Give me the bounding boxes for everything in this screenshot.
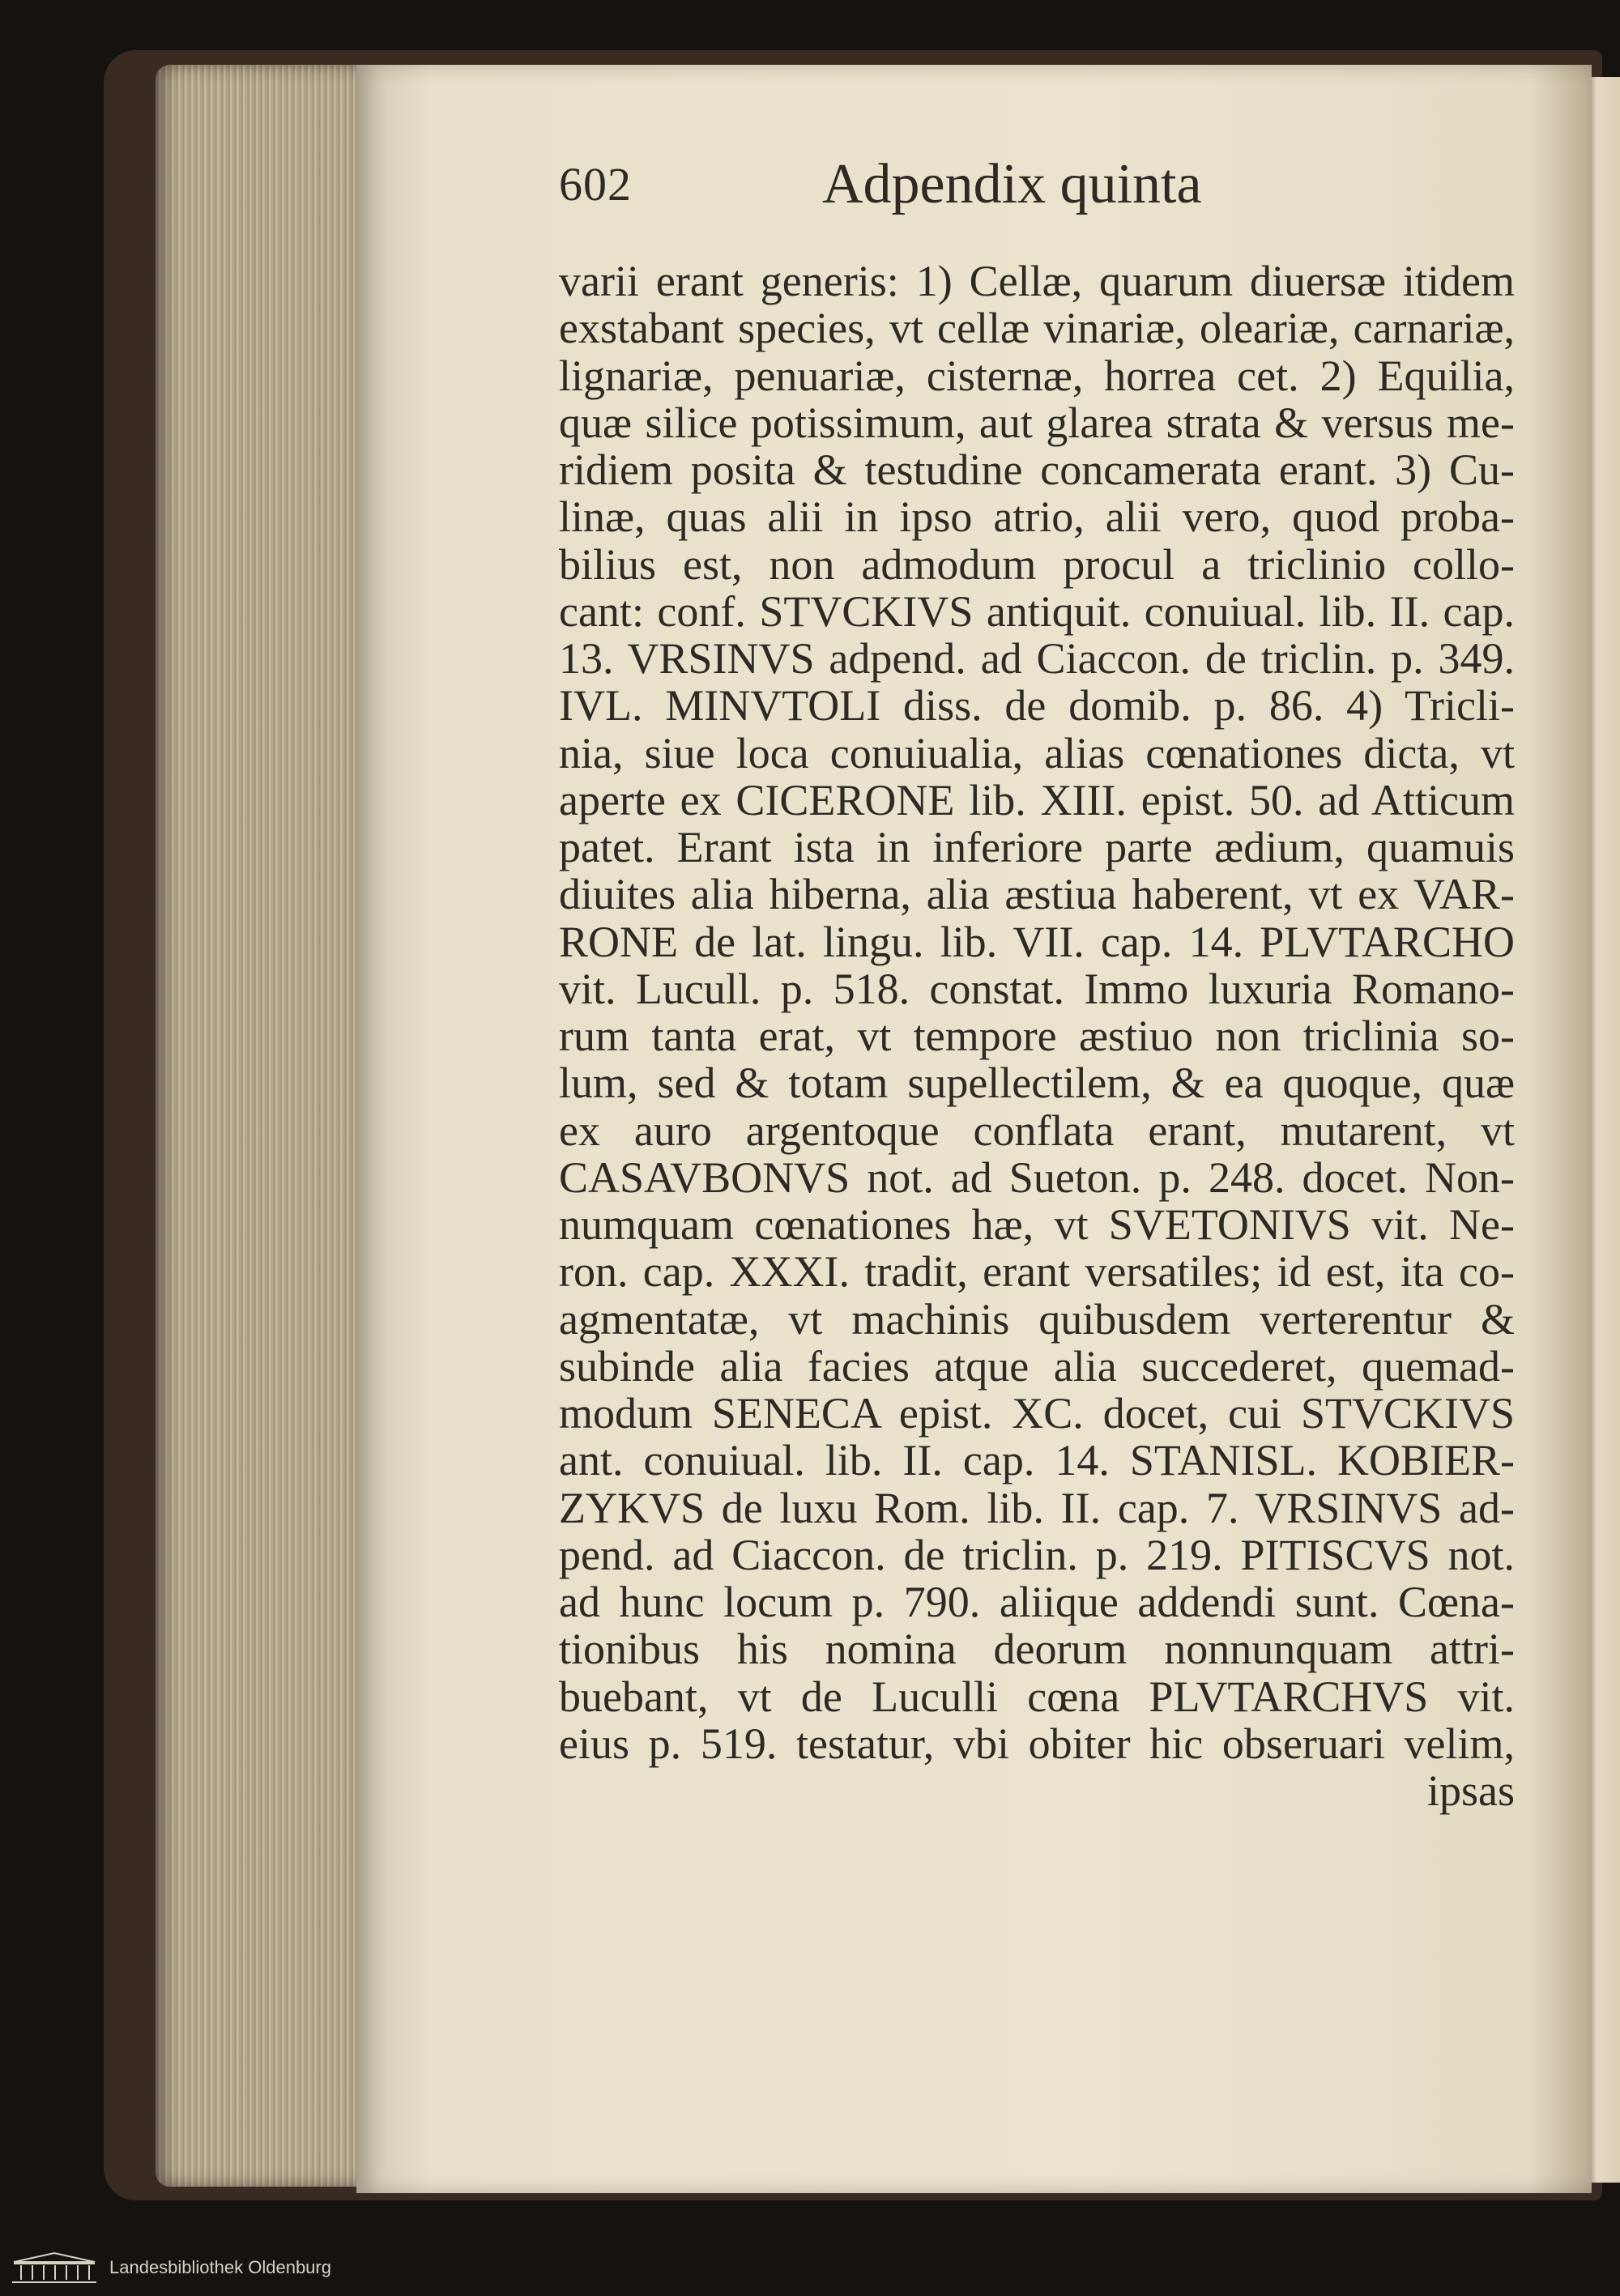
text-line: quæ silice potissimum, aut glarea strata & versus me- — [559, 398, 1515, 447]
text-line: 13. VRSINVS adpend. ad Ciaccon. de triclin. p. 349. — [559, 634, 1515, 683]
text-line: tionibus his nomina deorum nonnunquam attri- — [559, 1625, 1515, 1674]
text-line: eius p. 519. testatur, vbi obiter hic obseruari velim, — [559, 1719, 1515, 1768]
text-line: ridiem posita & testudine concamerata erant. 3) Cu- — [559, 445, 1515, 494]
page-header — [559, 152, 1531, 225]
library-building-icon — [10, 2251, 99, 2285]
text-line: buebant, vt de Luculli cœna PLVTARCHVS vit. — [559, 1672, 1515, 1721]
text-line: lignariæ, penuariæ, cisternæ, horrea cet. 2) Equilia, — [559, 351, 1515, 400]
text-line: CASAVBONVS not. ad Sueton. p. 248. docet. Non- — [559, 1152, 1515, 1202]
text-line: aperte ex CICERONE lib. XIII. epist. 50. ad Atticum — [559, 775, 1515, 824]
text-line: exstabant species, vt cellæ vinariæ, oleariæ, carnariæ, — [559, 304, 1515, 353]
text-line: ron. cap. XXXI. tradit, erant versatiles; id est, ita co- — [559, 1247, 1515, 1297]
text-line: modum SENECA epist. XC. docet, cui STVCKIVS — [559, 1389, 1515, 1438]
text-line: subinde alia facies atque alia succederet, quemad- — [559, 1341, 1515, 1391]
text-line: vit. Lucull. p. 518. constat. Immo luxuria Romano- — [559, 964, 1515, 1013]
text-line: RONE de lat. lingu. lib. VII. cap. 14. PLVTARCHO — [559, 917, 1515, 966]
text-line: linæ, quas alii in ipso atrio, alii vero, quod proba- — [559, 492, 1515, 542]
text-line: numquam cœnationes hæ, vt SVETONIVS vit. Ne- — [559, 1200, 1515, 1249]
text-line: cant: conf. STVCKIVS antiquit. conuiual. lib. II. cap. — [559, 586, 1515, 636]
catchword: ipsas — [1427, 1766, 1515, 1815]
text-line: agmentatæ, vt machinis quibusdem verterentur & — [559, 1294, 1515, 1344]
text-line: ZYKVS de luxu Rom. lib. II. cap. 7. VRSINVS ad- — [559, 1483, 1515, 1532]
text-line: varii erant generis: 1) Cellæ, quarum diuersæ itidem — [559, 257, 1515, 305]
running-title: Adpendix quinta — [822, 153, 1202, 215]
text-line: pend. ad Ciaccon. de triclin. p. 219. PITISCVS not. — [559, 1530, 1515, 1579]
library-name: Landesbibliothek Oldenburg — [109, 2257, 331, 2277]
text-line: ant. conuiual. lib. II. cap. 14. STANISL. KOBIER- — [559, 1436, 1515, 1485]
footer-bar — [0, 2239, 1620, 2296]
text-line: lum, sed & totam supellectilem, & ea quoque, quæ — [559, 1059, 1515, 1108]
text-line: nia, siue loca conuiualia, alias cœnationes dicta, vt — [559, 728, 1515, 777]
text-line: bilius est, non admodum procul a triclinio collo- — [559, 539, 1515, 589]
page-edges — [156, 65, 358, 2187]
text-line: ad hunc locum p. 790. aliique addendi sunt. Cœna- — [559, 1578, 1515, 1626]
text-line: diuites alia hiberna, alia æstiua haberent, vt ex VAR- — [559, 870, 1515, 919]
text-line: rum tanta erat, vt tempore æstiuo non triclinia so- — [559, 1012, 1515, 1060]
text-line: ex auro argentoque conflata erant, mutarent, vt — [559, 1105, 1515, 1155]
body-text — [559, 258, 1515, 1814]
text-line: patet. Erant ista in inferiore parte ædium, quamuis — [559, 823, 1515, 871]
page-number: 602 — [559, 158, 632, 211]
text-line: IVL. MINVTOLI diss. de domib. p. 86. 4) Tricli- — [559, 681, 1515, 731]
